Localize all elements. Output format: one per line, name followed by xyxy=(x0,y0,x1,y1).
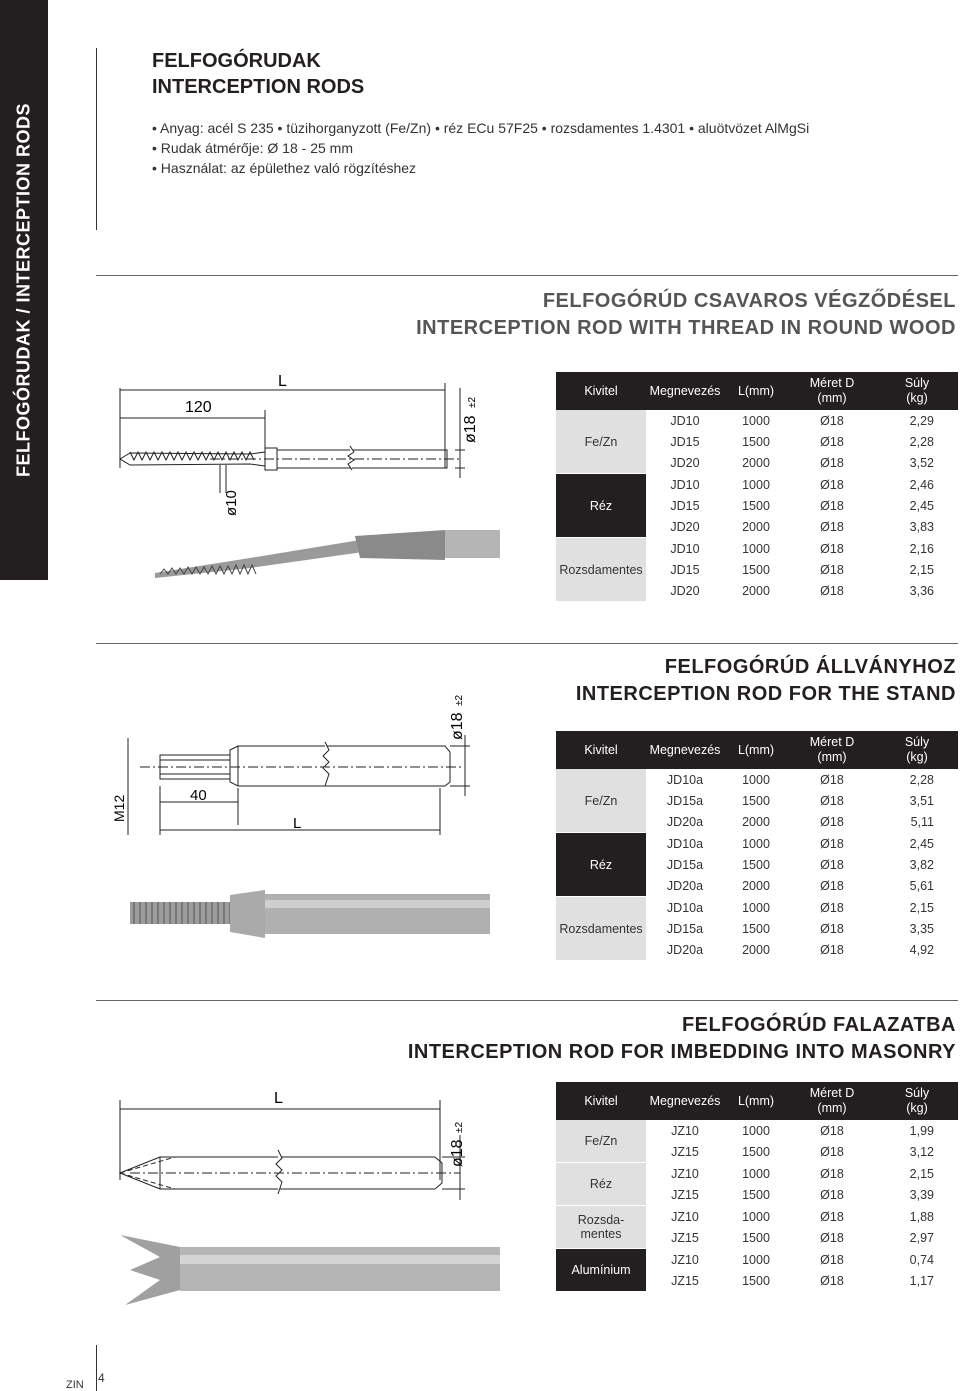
spec-table-masonry xyxy=(556,1082,958,1291)
section-title-en: INTERCEPTION ROD FOR THE STAND xyxy=(575,683,956,705)
lmm-cell: 2000 xyxy=(742,455,770,470)
dim-tolerance-label: ±2 xyxy=(454,1121,465,1133)
lmm-cell: 2000 xyxy=(742,583,770,598)
col-meret xyxy=(788,1082,876,1120)
suly-cell: 4,92 xyxy=(909,942,934,957)
dim-d18-label: ø18 xyxy=(449,1139,466,1167)
suly-cell: 2,29 xyxy=(909,413,934,428)
col-kivitel: Kivitel xyxy=(556,372,646,410)
col-lmm: L(mm) xyxy=(724,731,788,769)
suly-cell: 2,97 xyxy=(909,1230,934,1245)
meret-cell: Ø18 xyxy=(820,1144,844,1159)
masonry-rod-photo xyxy=(120,1235,500,1305)
meret-cell: Ø18 xyxy=(820,1273,844,1288)
suly-cell: 2,28 xyxy=(909,772,934,787)
megnevezes-cell: JZ10 xyxy=(646,1206,724,1228)
table-body xyxy=(556,1120,958,1291)
dim-tolerance-label: ±2 xyxy=(467,396,478,408)
megnevezes-cell: JD15a xyxy=(666,857,704,872)
megnevezes-cell: JD10a xyxy=(646,833,724,855)
meret-cell: Ø18 xyxy=(788,833,876,855)
suly-cell: 2,16 xyxy=(876,538,958,560)
kivitel-cell: Fe/Zn xyxy=(556,769,646,833)
suly-cell: 3,39 xyxy=(909,1187,934,1202)
dim-tolerance-label: ±2 xyxy=(454,694,465,706)
kivitel-cell: Fe/Zn xyxy=(556,1120,646,1163)
col-suly-unit: (kg) xyxy=(906,1101,928,1115)
section-title-en: INTERCEPTION ROD FOR IMBEDDING INTO MASONRY xyxy=(407,1041,956,1063)
page-title xyxy=(152,48,364,100)
lmm-cell: 1500 xyxy=(742,562,770,577)
meret-cell: Ø18 xyxy=(820,1123,844,1138)
megnevezes-cell: JD10a xyxy=(666,772,704,787)
suly-cell: 2,45 xyxy=(876,833,958,855)
col-suly-label: Súly xyxy=(904,376,930,390)
lmm-cell: 1000 xyxy=(724,1206,788,1228)
dim-40-label: 40 xyxy=(190,787,207,804)
side-tab xyxy=(0,0,48,580)
col-megnevezes: Megnevezés xyxy=(646,731,724,769)
lmm-cell: 2000 xyxy=(742,814,770,829)
col-suly xyxy=(876,372,958,410)
meret-cell: Ø18 xyxy=(820,434,844,449)
lmm-cell: 1500 xyxy=(742,1230,770,1245)
megnevezes-cell: JD20a xyxy=(666,814,704,829)
col-meret-label: Méret D xyxy=(809,376,855,390)
page-title-en: INTERCEPTION RODS xyxy=(152,76,365,98)
megnevezes-cell: JD15 xyxy=(670,498,700,513)
stand-rod-drawing xyxy=(100,690,490,950)
kivitel-cell: Rozsdamentes xyxy=(556,897,646,961)
meret-cell: Ø18 xyxy=(788,1206,876,1228)
dim-d10-label: ø10 xyxy=(223,490,240,516)
section-title-en: INTERCEPTION ROD WITH THREAD IN ROUND WOOD xyxy=(416,317,956,339)
suly-cell: 2,15 xyxy=(876,1163,958,1185)
meret-cell: Ø18 xyxy=(788,1249,876,1271)
megnevezes-cell: JZ10 xyxy=(646,1163,724,1185)
col-suly xyxy=(876,731,958,769)
lmm-cell: 1000 xyxy=(724,538,788,560)
table-row xyxy=(556,474,958,496)
lmm-cell: 1500 xyxy=(742,1144,770,1159)
suly-cell: 2,15 xyxy=(909,562,934,577)
masonry-rod-drawing xyxy=(100,1085,500,1320)
meret-cell: Ø18 xyxy=(820,878,844,893)
kivitel-cell: Rozsda- mentes xyxy=(556,1206,646,1249)
thread-rod-drawing xyxy=(100,368,500,608)
suly-cell: 1,99 xyxy=(909,1123,934,1138)
table-body xyxy=(556,410,958,601)
section-divider xyxy=(96,643,958,644)
suly-cell: 2,45 xyxy=(909,498,934,513)
megnevezes-cell: JD20 xyxy=(670,455,700,470)
megnevezes-cell: JD15a xyxy=(666,921,704,936)
col-meret-unit: (mm) xyxy=(817,1101,847,1115)
suly-cell: 1,88 xyxy=(876,1206,958,1228)
stand-rod-photo xyxy=(130,890,490,938)
suly-cell: 2,15 xyxy=(876,897,958,919)
suly-cell: 3,12 xyxy=(909,1144,934,1159)
suly-cell: 2,46 xyxy=(876,474,958,496)
table-row xyxy=(556,769,958,790)
col-meret-label: Méret D xyxy=(809,1086,855,1100)
lmm-cell: 2000 xyxy=(742,519,770,534)
suly-cell: 5,61 xyxy=(909,878,934,893)
megnevezes-cell: JD20a xyxy=(666,878,704,893)
bullet-item: • Rudak átmérője: Ø 18 - 25 mm xyxy=(152,140,353,156)
megnevezes-cell: JD20 xyxy=(670,583,700,598)
table-row xyxy=(556,410,958,431)
meret-cell: Ø18 xyxy=(820,814,844,829)
lmm-cell: 1000 xyxy=(724,833,788,855)
suly-cell: 3,51 xyxy=(909,793,934,808)
megnevezes-cell: JD15a xyxy=(666,793,704,808)
suly-cell: 5,11 xyxy=(910,814,934,829)
page-title-hu: FELFOGÓRUDAK xyxy=(152,50,321,72)
meret-cell: Ø18 xyxy=(820,583,844,598)
meret-cell: Ø18 xyxy=(820,857,844,872)
section-title-masonry xyxy=(408,1012,956,1066)
lmm-cell: 1500 xyxy=(742,434,770,449)
section-title-stand xyxy=(576,654,956,708)
col-suly-label: Súly xyxy=(904,1086,930,1100)
lmm-cell: 1000 xyxy=(724,1163,788,1185)
meret-cell: Ø18 xyxy=(820,772,844,787)
lmm-cell: 1500 xyxy=(742,1273,770,1288)
bullet-item: • Használat: az épülethez való rögzítéshez xyxy=(152,160,417,176)
col-meret-label: Méret D xyxy=(809,735,855,749)
table-row xyxy=(556,1249,958,1271)
table-row xyxy=(556,897,958,919)
suly-cell: 3,82 xyxy=(909,857,934,872)
suly-cell: 3,83 xyxy=(909,519,934,534)
table-row xyxy=(556,1206,958,1228)
lmm-cell: 1000 xyxy=(742,772,770,787)
page-footer xyxy=(0,1345,960,1391)
col-meret xyxy=(788,731,876,769)
meret-cell: Ø18 xyxy=(820,455,844,470)
suly-cell: 3,36 xyxy=(909,583,934,598)
megnevezes-cell: JD10a xyxy=(646,897,724,919)
col-kivitel: Kivitel xyxy=(556,1082,646,1120)
meret-cell: Ø18 xyxy=(820,921,844,936)
meret-cell: Ø18 xyxy=(788,538,876,560)
section-title-hu: FELFOGÓRÚD CSAVAROS VÉGZŐDÉSEL xyxy=(542,290,956,312)
thread-rod-photo xyxy=(155,530,500,578)
col-suly-label: Súly xyxy=(904,735,930,749)
dim-l-label: L xyxy=(278,373,287,390)
section-divider xyxy=(96,275,958,276)
footer-label: ZIN xyxy=(66,1379,84,1391)
col-suly-unit: (kg) xyxy=(906,750,928,764)
lmm-cell: 1000 xyxy=(724,474,788,496)
spec-table-thread xyxy=(556,372,958,601)
col-lmm: L(mm) xyxy=(724,372,788,410)
dim-m12-label: M12 xyxy=(111,794,127,822)
lmm-cell: 1500 xyxy=(742,857,770,872)
megnevezes-cell: JD15 xyxy=(670,562,700,577)
col-meret-unit: (mm) xyxy=(817,750,847,764)
bullet-item: • Anyag: acél S 235 • tüzihorganyzott (Fe/Zn) • réz ECu 57F25 • rozsdamentes 1.4301 • aluötvözet AlMgSi xyxy=(152,120,810,136)
meret-cell: Ø18 xyxy=(820,498,844,513)
megnevezes-cell: JD10 xyxy=(646,538,724,560)
suly-cell: 1,17 xyxy=(909,1273,934,1288)
meret-cell: Ø18 xyxy=(788,897,876,919)
meret-cell: Ø18 xyxy=(820,562,844,577)
col-kivitel: Kivitel xyxy=(556,731,646,769)
lmm-cell: 1000 xyxy=(724,897,788,919)
section-divider xyxy=(96,1000,958,1001)
col-megnevezes: Megnevezés xyxy=(646,1082,724,1120)
lmm-cell: 1500 xyxy=(742,1187,770,1202)
section-title-hu: FELFOGÓRÚD FALAZATBA xyxy=(681,1014,956,1036)
lmm-cell: 1500 xyxy=(742,498,770,513)
side-tab-label: FELFOGÓRUDAK / INTERCEPTION RODS xyxy=(13,102,34,478)
lmm-cell: 2000 xyxy=(742,878,770,893)
col-meret xyxy=(788,372,876,410)
section-title-thread xyxy=(416,288,956,342)
meret-cell: Ø18 xyxy=(820,413,844,428)
lmm-cell: 1000 xyxy=(742,413,770,428)
suly-cell: 2,28 xyxy=(909,434,934,449)
kivitel-cell: Fe/Zn xyxy=(556,410,646,474)
lmm-cell: 1000 xyxy=(724,1249,788,1271)
megnevezes-cell: JZ15 xyxy=(671,1273,699,1288)
megnevezes-cell: JD10 xyxy=(646,474,724,496)
kivitel-cell: Réz xyxy=(556,1163,646,1206)
suly-cell: 0,74 xyxy=(876,1249,958,1271)
meret-cell: Ø18 xyxy=(820,793,844,808)
kivitel-cell: Rozsdamentes xyxy=(556,538,646,602)
page-number: 4 xyxy=(98,1371,105,1385)
meret-cell: Ø18 xyxy=(820,1187,844,1202)
lmm-cell: 2000 xyxy=(742,942,770,957)
megnevezes-cell: JD20a xyxy=(666,942,704,957)
col-megnevezes: Megnevezés xyxy=(646,372,724,410)
meret-cell: Ø18 xyxy=(820,942,844,957)
suly-cell: 3,52 xyxy=(909,455,934,470)
megnevezes-cell: JD20 xyxy=(670,519,700,534)
dim-d18-label: ø18 xyxy=(449,712,466,740)
megnevezes-cell: JD10 xyxy=(670,413,700,428)
kivitel-cell: Réz xyxy=(556,833,646,897)
dim-l-label: L xyxy=(293,815,302,832)
megnevezes-cell: JZ15 xyxy=(671,1230,699,1245)
col-suly-unit: (kg) xyxy=(906,391,928,405)
megnevezes-cell: JD15 xyxy=(670,434,700,449)
lmm-cell: 1500 xyxy=(742,921,770,936)
dim-d18-label: ø18 xyxy=(462,415,479,443)
table-row xyxy=(556,1163,958,1185)
meret-cell: Ø18 xyxy=(788,474,876,496)
suly-cell: 3,35 xyxy=(909,921,934,936)
kivitel-cell: Alumínium xyxy=(556,1249,646,1292)
spec-table-stand xyxy=(556,731,958,960)
megnevezes-cell: JZ15 xyxy=(671,1187,699,1202)
col-meret-unit: (mm) xyxy=(817,391,847,405)
meret-cell: Ø18 xyxy=(820,519,844,534)
col-lmm: L(mm) xyxy=(724,1082,788,1120)
table-body xyxy=(556,769,958,960)
megnevezes-cell: JZ15 xyxy=(671,1144,699,1159)
meret-cell: Ø18 xyxy=(788,1163,876,1185)
megnevezes-cell: JZ10 xyxy=(646,1249,724,1271)
table-row xyxy=(556,538,958,560)
col-suly xyxy=(876,1082,958,1120)
bullet-list xyxy=(152,118,809,178)
kivitel-cell: Réz xyxy=(556,474,646,538)
lmm-cell: 1500 xyxy=(742,793,770,808)
meret-cell: Ø18 xyxy=(820,1230,844,1245)
table-row xyxy=(556,833,958,855)
section-title-hu: FELFOGÓRÚD ÁLLVÁNYHOZ xyxy=(664,656,956,678)
header-divider xyxy=(96,48,97,230)
lmm-cell: 1000 xyxy=(742,1123,770,1138)
dim-120-label: 120 xyxy=(185,399,212,416)
table-row xyxy=(556,1120,958,1141)
megnevezes-cell: JZ10 xyxy=(671,1123,699,1138)
dim-l-label: L xyxy=(274,1090,283,1107)
